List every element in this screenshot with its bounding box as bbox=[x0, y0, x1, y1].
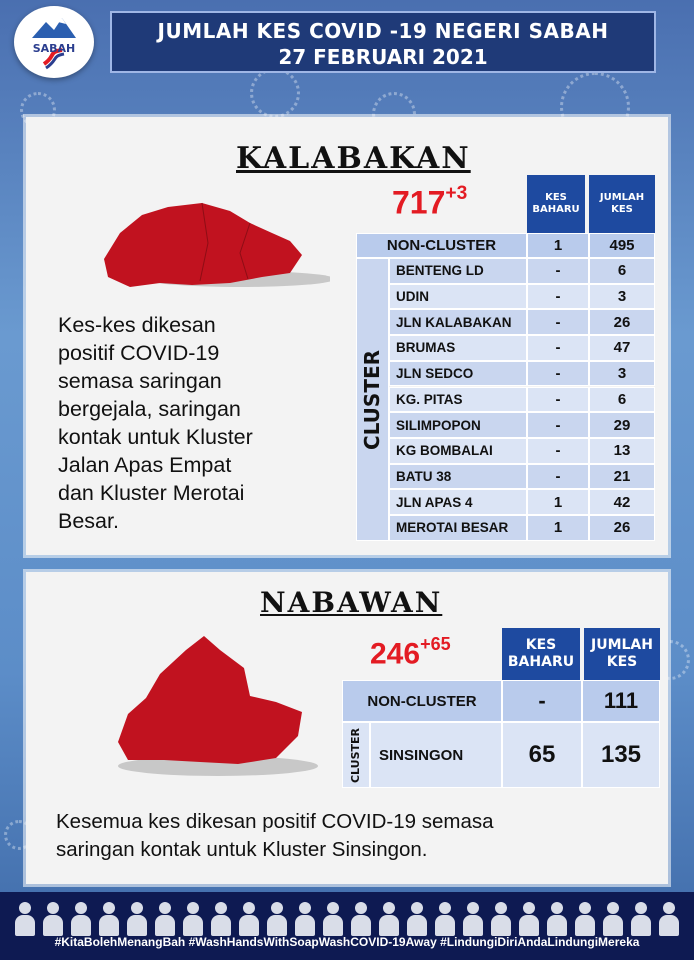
nabawan-cluster-new: 65 bbox=[502, 722, 582, 788]
person-icon bbox=[434, 902, 456, 936]
kalabakan-narrative bbox=[58, 311, 348, 535]
kalabakan-cluster-total: 3 bbox=[589, 284, 655, 310]
nabawan-col-total bbox=[584, 628, 660, 680]
nabawan-total-value: 246 bbox=[370, 637, 421, 671]
nabawan-cluster-name: SINSINGON bbox=[370, 722, 502, 788]
person-icon bbox=[378, 902, 400, 936]
nabawan-non-cluster-new: - bbox=[502, 680, 582, 722]
person-icon bbox=[238, 902, 260, 936]
kalabakan-cluster-new: - bbox=[527, 309, 589, 335]
narrative-line: Kes-kes dikesan bbox=[58, 313, 216, 337]
narrative-line: semasa saringan bbox=[58, 369, 222, 393]
kalabakan-cluster-new: - bbox=[527, 335, 589, 361]
narrative-line: Kesemua kes dikesan positif COVID-19 semasa bbox=[56, 810, 494, 833]
kalabakan-total-new: +3 bbox=[445, 183, 468, 204]
person-icon bbox=[406, 902, 428, 936]
kalabakan-cluster-new: - bbox=[527, 258, 589, 284]
kalabakan-cluster-name: KG BOMBALAI bbox=[389, 438, 527, 464]
virus-decoration-icon bbox=[250, 68, 300, 118]
narrative-line: saringan kontak untuk Kluster Sinsingon. bbox=[56, 838, 428, 861]
person-icon bbox=[70, 902, 92, 936]
kalabakan-cluster-name: JLN APAS 4 bbox=[389, 489, 527, 515]
person-icon bbox=[182, 902, 204, 936]
col-label: KES bbox=[525, 636, 557, 653]
kalabakan-total-value: 717 bbox=[392, 184, 446, 221]
nabawan-title: NABAWAN bbox=[260, 586, 443, 619]
kalabakan-cluster-total: 13 bbox=[589, 438, 655, 464]
nabawan-cluster-total: 135 bbox=[582, 722, 660, 788]
cluster-label-text: CLUSTER bbox=[360, 349, 385, 450]
kalabakan-title: KALABAKAN bbox=[236, 141, 471, 176]
person-icon bbox=[350, 902, 372, 936]
kalabakan-cluster-total: 47 bbox=[589, 335, 655, 361]
kalabakan-non-cluster-new: 1 bbox=[527, 233, 589, 258]
nabawan-col-new bbox=[502, 628, 580, 680]
narrative-line: bergejala, saringan bbox=[58, 397, 241, 421]
person-icon bbox=[490, 902, 512, 936]
nabawan-non-cluster-label: NON-CLUSTER bbox=[342, 680, 502, 722]
kalabakan-cluster-total: 21 bbox=[589, 464, 655, 490]
kalabakan-cluster-new: - bbox=[527, 361, 589, 387]
person-icon bbox=[98, 902, 120, 936]
nabawan-non-cluster-total: 111 bbox=[582, 680, 660, 722]
narrative-line: positif COVID-19 bbox=[58, 341, 220, 365]
kalabakan-cluster-total: 6 bbox=[589, 258, 655, 284]
person-icon bbox=[14, 902, 36, 936]
person-icon bbox=[462, 902, 484, 936]
kalabakan-cluster-name: BATU 38 bbox=[389, 464, 527, 490]
person-icon bbox=[294, 902, 316, 936]
kalabakan-cluster-name: MEROTAI BESAR bbox=[389, 515, 527, 541]
person-icon bbox=[518, 902, 540, 936]
nabawan-total bbox=[370, 634, 451, 672]
person-icon bbox=[210, 902, 232, 936]
person-icon bbox=[630, 902, 652, 936]
narrative-line: Besar. bbox=[58, 509, 119, 533]
person-icon bbox=[658, 902, 680, 936]
kalabakan-cluster-name: JLN SEDCO bbox=[389, 361, 527, 387]
kalabakan-map-icon bbox=[90, 193, 330, 303]
kalabakan-cluster-name: BRUMAS bbox=[389, 335, 527, 361]
person-icon bbox=[266, 902, 288, 936]
col-label: JUMLAH bbox=[599, 191, 645, 203]
kalabakan-col-new bbox=[527, 175, 585, 233]
narrative-line: dan Kluster Merotai bbox=[58, 481, 245, 505]
header-title: JUMLAH KES COVID -19 NEGERI SABAH bbox=[157, 19, 609, 43]
footer-hashtags: #KitaBolehMenangBah #WashHandsWithSoapWashCOVID-19Away #LindungiDiriAndaLindungiMereka bbox=[54, 935, 640, 949]
kalabakan-cluster-new: - bbox=[527, 464, 589, 490]
person-icon bbox=[322, 902, 344, 936]
kalabakan-cluster-new: - bbox=[527, 387, 589, 413]
person-icon bbox=[602, 902, 624, 936]
kalabakan-cluster-new: - bbox=[527, 412, 589, 438]
col-label: KES bbox=[611, 204, 633, 215]
kalabakan-cluster-name: SILIMPOPON bbox=[389, 412, 527, 438]
col-label: KES bbox=[545, 191, 567, 203]
nabawan-panel bbox=[26, 572, 668, 884]
kalabakan-cluster-total: 26 bbox=[589, 515, 655, 541]
header-date: 27 FEBRUARI 2021 bbox=[278, 45, 488, 69]
person-icon bbox=[126, 902, 148, 936]
footer-banner bbox=[0, 892, 694, 960]
kalabakan-cluster-new: - bbox=[527, 438, 589, 464]
kalabakan-cluster-total: 6 bbox=[589, 387, 655, 413]
narrative-line: kontak untuk Kluster bbox=[58, 425, 253, 449]
col-label: BAHARU bbox=[507, 654, 575, 670]
col-label: JUMLAH bbox=[591, 636, 653, 653]
person-icon bbox=[546, 902, 568, 936]
kalabakan-cluster-name: BENTENG LD bbox=[389, 258, 527, 284]
kalabakan-cluster-new: 1 bbox=[527, 515, 589, 541]
kalabakan-cluster-name: UDIN bbox=[389, 284, 527, 310]
nabawan-map-icon bbox=[98, 632, 318, 782]
kalabakan-cluster-name: KG. PITAS bbox=[389, 387, 527, 413]
kalabakan-cluster-total: 3 bbox=[589, 361, 655, 387]
kalabakan-cluster-new: 1 bbox=[527, 489, 589, 515]
kalabakan-non-cluster-label: NON-CLUSTER bbox=[356, 233, 527, 258]
person-icon bbox=[42, 902, 64, 936]
footer-figures bbox=[14, 896, 680, 936]
kalabakan-cluster-label bbox=[356, 258, 389, 541]
kalabakan-non-cluster-total: 495 bbox=[589, 233, 655, 258]
person-icon bbox=[574, 902, 596, 936]
kalabakan-cluster-total: 42 bbox=[589, 489, 655, 515]
logo-text: SABAH bbox=[32, 42, 76, 55]
cluster-label-text: CLUSTER bbox=[349, 727, 363, 783]
kalabakan-cluster-total: 26 bbox=[589, 309, 655, 335]
kalabakan-col-total bbox=[589, 175, 655, 233]
sabah-logo bbox=[14, 6, 94, 78]
kalabakan-total bbox=[392, 183, 467, 221]
kalabakan-cluster-new: - bbox=[527, 284, 589, 310]
narrative-line: Jalan Apas Empat bbox=[58, 453, 232, 477]
nabawan-narrative bbox=[56, 808, 656, 864]
kalabakan-panel bbox=[26, 117, 668, 555]
nabawan-total-new: +65 bbox=[420, 634, 451, 654]
header-banner bbox=[110, 11, 656, 73]
person-icon bbox=[154, 902, 176, 936]
kalabakan-cluster-total: 29 bbox=[589, 412, 655, 438]
col-label: KES bbox=[606, 654, 638, 670]
kalabakan-cluster-name: JLN KALABAKAN bbox=[389, 309, 527, 335]
nabawan-cluster-label bbox=[342, 722, 370, 788]
col-label: BAHARU bbox=[532, 204, 580, 215]
